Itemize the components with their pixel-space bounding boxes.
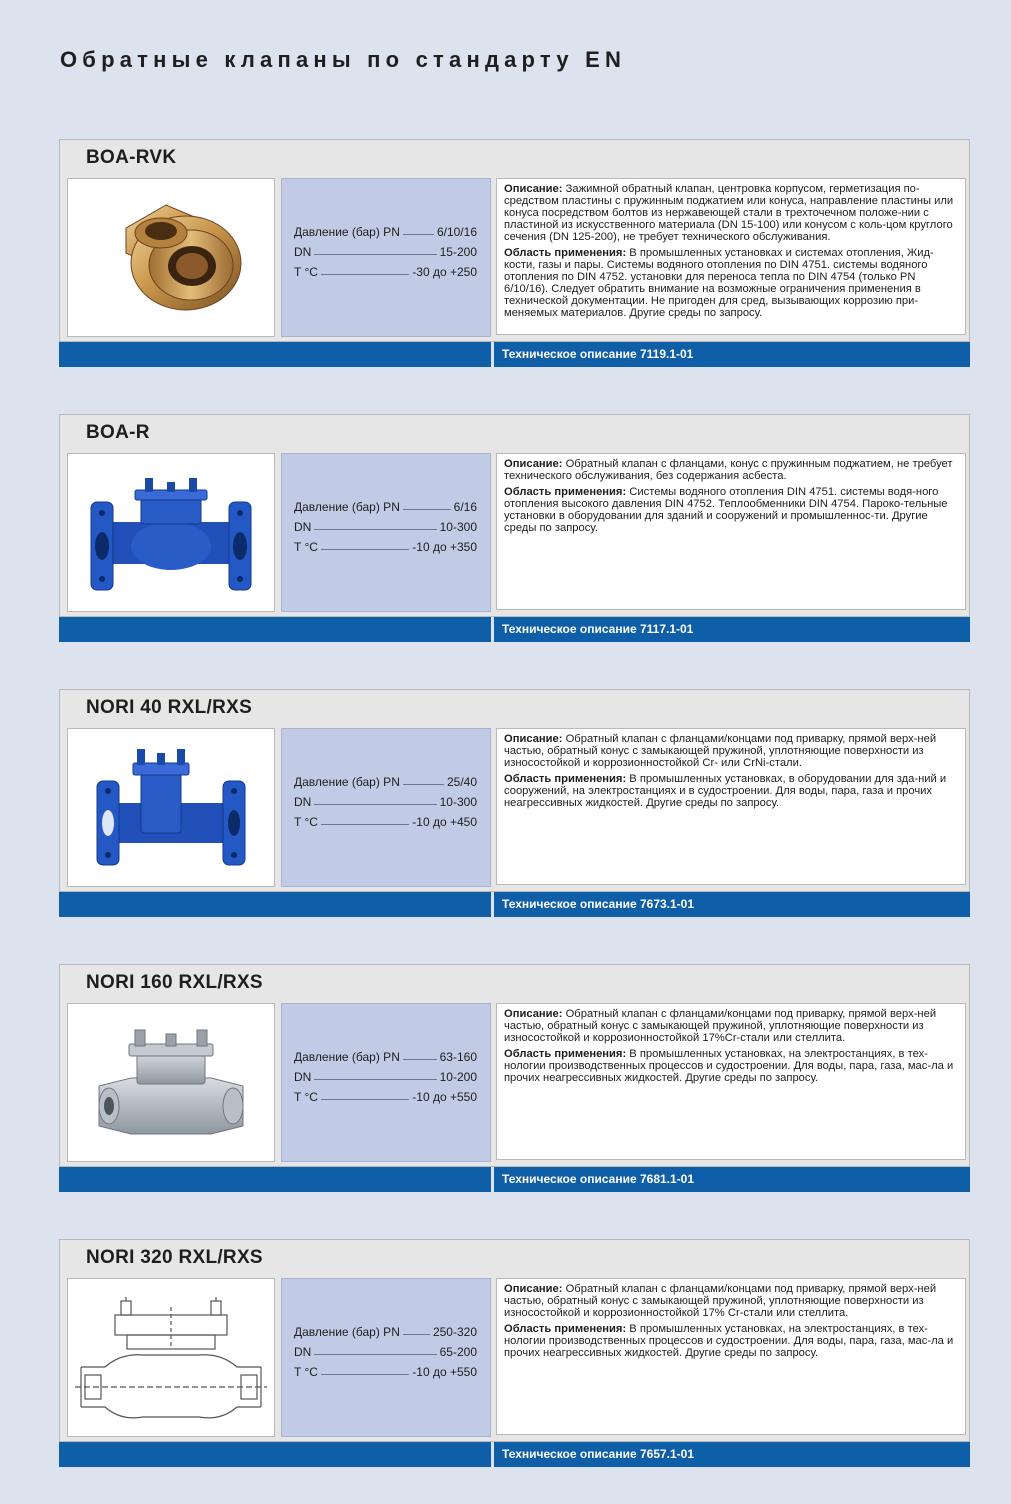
tech-doc-link[interactable]: Техническое описание 7673.1-01	[502, 897, 695, 911]
product-footer	[59, 617, 970, 642]
tech-doc-link[interactable]: Техническое описание 7119.1-01	[502, 347, 694, 361]
application-text: Область применения: В промышленных установках, в оборудовании для зда-ний и сооружений, на электростанциях и в судостроении. Для воды, пара, газа и прочих неагрессивных жидкостей. Другие среды по запросу.	[504, 773, 947, 809]
specs-panel	[281, 728, 491, 887]
product-nori-40	[59, 689, 970, 917]
description-text: Описание: Обратный клапан с фланцами/концами под приварку, прямой верх-ней частью, обратный конус с замыкающей пружиной, уплотняющие поверхности из износостойкой и коррозионностойкой 17%Cr-стали или стеллита.	[504, 1008, 937, 1044]
flanged-check-valve-icon	[71, 733, 271, 883]
spec-dn: DN 10-300	[294, 795, 477, 809]
description-text: Описание: Зажимной обратный клапан, центровка корпусом, герметизация по-средством пластины с пружинным поджатием или конуса, направление пластины или конуса посредством болтов из нержавеющей стали в трехточечном положе-нии с пластиной из искусственного материала (DN 15-100) или конусом с коль-цом круглого сечения (DN 125-200), не требует технического обслуживания.	[504, 183, 954, 243]
tech-doc-link[interactable]: Техническое описание 7117.1-01	[502, 622, 694, 636]
tech-doc-link[interactable]: Техническое описание 7681.1-01	[502, 1172, 695, 1186]
tech-doc-link[interactable]: Техническое описание 7657.1-01	[502, 1447, 695, 1461]
product-footer	[59, 1442, 970, 1467]
product-card	[59, 964, 970, 1167]
product-photo	[67, 178, 275, 337]
spec-pn: Давление (бар) PN 63-160	[294, 1050, 477, 1064]
product-name: BOA-R	[86, 422, 150, 443]
specs-panel	[281, 1003, 491, 1162]
product-footer	[59, 342, 970, 367]
product-card	[59, 689, 970, 892]
product-footer	[59, 1167, 970, 1192]
spec-pn: Давление (бар) PN 6/10/16	[294, 225, 477, 239]
description-panel	[496, 453, 966, 610]
product-name: NORI 320 RXL/RXS	[86, 1247, 263, 1268]
forged-check-valve-icon	[71, 1008, 271, 1158]
description-panel	[496, 1003, 966, 1160]
product-boa-r	[59, 414, 970, 642]
description-panel	[496, 178, 966, 335]
product-nori-320	[59, 1239, 970, 1467]
spec-pn: Давление (бар) PN 25/40	[294, 775, 477, 789]
product-photo	[67, 1278, 275, 1437]
application-text: Область применения: В промышленных установках и системах отопления, Жид-кости, газы и пары. Системы водяного отопления по DIN 4751. системы водяного отопления по DIN 4752. установки для переноса тепла по DIN 4754 (только PN 6/10/16). Следует обратить внимание на возможные ограничения применения в технической документации. Не пригоден для сред, вызывающих коррозию при-меняемых материалов. Другие среды по запросу.	[504, 247, 934, 319]
spec-temperature: T °C -10 до +550	[294, 1365, 477, 1379]
product-footer	[59, 892, 970, 917]
description-panel	[496, 728, 966, 885]
check-valve-drawing-icon	[71, 1283, 271, 1433]
spec-dn: DN 15-200	[294, 245, 477, 259]
spec-pn: Давление (бар) PN 250-320	[294, 1325, 477, 1339]
application-text: Область применения: Системы водяного отопления DIN 4751. системы водя-ного отопления высокого давления DIN 4752. Теплообменники DIN 4754. Пароко-тельные установки в оборудовании для зданий и сооружений и промышленнос-ти. Другие среды по запросу.	[504, 486, 948, 534]
product-card	[59, 414, 970, 617]
product-name: BOA-RVK	[86, 147, 177, 168]
application-text: Область применения: В промышленных установках, на электростанциях, в тех-нологии производственных процессов и судостроении. Для воды, пара, газа, мас-ла и прочих неагрессивных жидкостей. Другие среды по запросу.	[504, 1323, 954, 1359]
spec-temperature: T °C -30 до +250	[294, 265, 477, 279]
spec-pn: Давление (бар) PN 6/16	[294, 500, 477, 514]
spec-dn: DN 10-300	[294, 520, 477, 534]
product-nori-160	[59, 964, 970, 1192]
page-title: Обратные клапаны по стандарту EN	[60, 47, 627, 72]
application-text: Область применения: В промышленных установках, на электростанциях, в тех-нологии производственных процессов и судостроении. Для воды, пара, газа, мас-ла и прочих неагрессивных жидкостей. Другие среды по запросу.	[504, 1048, 954, 1084]
product-card	[59, 1239, 970, 1442]
description-text: Описание: Обратный клапан с фланцами/концами под приварку, прямой верх-ней частью, обратный конус с замыкающей пружиной, уплотняющие поверхности из износостойкой и коррозионностойкой 17% Cr-стали или стеллита.	[504, 1283, 937, 1319]
specs-panel	[281, 453, 491, 612]
product-photo	[67, 728, 275, 887]
product-name: NORI 160 RXL/RXS	[86, 972, 263, 993]
product-name: NORI 40 RXL/RXS	[86, 697, 253, 718]
product-photo	[67, 453, 275, 612]
product-photo	[67, 1003, 275, 1162]
wafer-check-valve-icon	[71, 183, 271, 333]
description-text: Описание: Обратный клапан с фланцами, конус с пружинным поджатием, не требует технического обслуживания, без содержания асбеста.	[504, 458, 953, 482]
spec-temperature: T °C -10 до +550	[294, 1090, 477, 1104]
description-text: Описание: Обратный клапан с фланцами/концами под приварку, прямой верх-ней частью, обратный конус с замыкающей пружиной, уплотняющие поверхности из износостойкой и коррозионностойкой Cr- или CrNi-стали.	[504, 733, 937, 769]
specs-panel	[281, 1278, 491, 1437]
flanged-check-valve-icon	[71, 458, 271, 608]
spec-dn: DN 65-200	[294, 1345, 477, 1359]
description-panel	[496, 1278, 966, 1435]
spec-temperature: T °C -10 до +450	[294, 815, 477, 829]
product-card	[59, 139, 970, 342]
spec-temperature: T °C -10 до +350	[294, 540, 477, 554]
product-boa-rvk	[59, 139, 970, 367]
specs-panel	[281, 178, 491, 337]
spec-dn: DN 10-200	[294, 1070, 477, 1084]
